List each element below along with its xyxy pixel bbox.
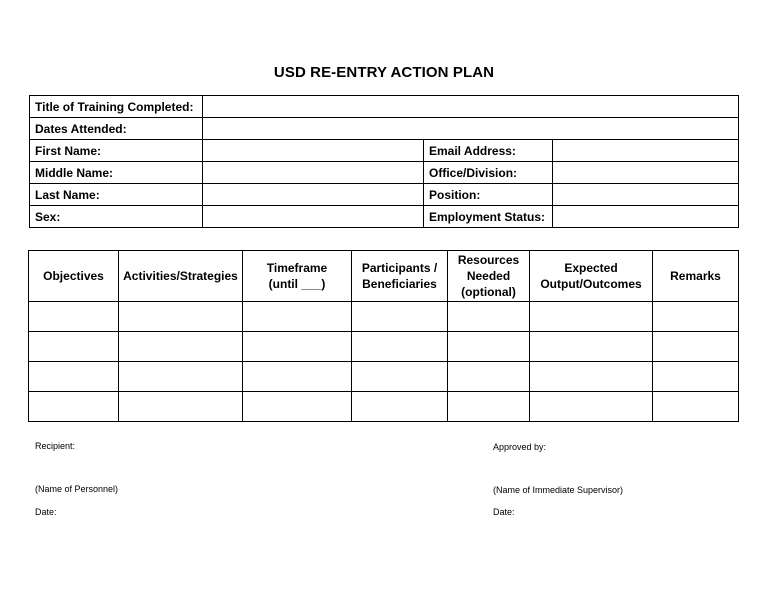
table-cell[interactable] — [352, 362, 448, 392]
approver-date-label: Date: — [493, 507, 515, 517]
dates-attended-field[interactable] — [203, 118, 739, 140]
action-plan-body — [29, 302, 739, 422]
first-name-field[interactable] — [203, 140, 424, 162]
trainee-info-table — [29, 95, 739, 228]
info-row-last-name — [30, 184, 739, 206]
column-header-timeframe — [243, 251, 352, 302]
info-row-sex — [30, 206, 739, 228]
column-header-text: Beneficiaries — [362, 277, 437, 291]
table-row — [29, 362, 739, 392]
table-cell[interactable] — [653, 392, 739, 422]
column-header-objectives — [29, 251, 119, 302]
recipient-label: Recipient: — [35, 441, 76, 451]
table-cell[interactable] — [352, 332, 448, 362]
table-cell[interactable] — [243, 302, 352, 332]
column-header-text: Objectives — [43, 269, 104, 283]
table-cell[interactable] — [243, 392, 352, 422]
table-cell[interactable] — [653, 362, 739, 392]
column-header-text: Activities/Strategies — [123, 269, 238, 283]
table-cell[interactable] — [448, 392, 530, 422]
table-cell[interactable] — [530, 302, 653, 332]
info-row-first-name — [30, 140, 739, 162]
table-cell[interactable] — [530, 332, 653, 362]
column-header-text: Timeframe — [266, 261, 328, 275]
email-label: Email Address: — [424, 140, 553, 162]
column-header-text: Needed — [466, 269, 511, 283]
first-name-label: First Name: — [30, 140, 203, 162]
column-header-activities-strategies — [119, 251, 243, 302]
table-cell[interactable] — [119, 332, 243, 362]
table-cell[interactable] — [119, 302, 243, 332]
info-row-training — [30, 96, 739, 118]
column-header-text: Remarks — [670, 269, 721, 283]
table-cell[interactable] — [119, 362, 243, 392]
column-header-text: Output/Outcomes — [540, 277, 642, 291]
recipient-date-label: Date: — [35, 507, 57, 517]
column-header-text: Expected — [564, 261, 618, 275]
table-cell[interactable] — [653, 332, 739, 362]
column-header-participants-beneficiaries — [352, 251, 448, 302]
column-header-text: (until ___) — [268, 277, 326, 291]
dates-attended-label: Dates Attended: — [30, 118, 203, 140]
table-cell[interactable] — [530, 392, 653, 422]
column-header-text: (optional) — [461, 285, 516, 299]
training-title-label: Title of Training Completed: — [30, 96, 203, 118]
position-label: Position: — [424, 184, 553, 206]
table-cell[interactable] — [29, 332, 119, 362]
column-header-expected-output-outcomes — [530, 251, 653, 302]
table-cell[interactable] — [29, 362, 119, 392]
column-header-resources-needed — [448, 251, 530, 302]
table-cell[interactable] — [119, 392, 243, 422]
table-row — [29, 332, 739, 362]
action-plan-table — [28, 250, 739, 422]
info-row-dates — [30, 118, 739, 140]
employment-status-label: Employment Status: — [424, 206, 553, 228]
office-division-label: Office/Division: — [424, 162, 553, 184]
table-cell[interactable] — [448, 362, 530, 392]
approved-by-label: Approved by: — [493, 442, 547, 452]
middle-name-label: Middle Name: — [30, 162, 203, 184]
column-header-text: Participants / — [361, 261, 438, 275]
table-cell[interactable] — [352, 392, 448, 422]
info-row-middle-name — [30, 162, 739, 184]
position-field[interactable] — [553, 184, 739, 206]
last-name-label: Last Name: — [30, 184, 203, 206]
table-cell[interactable] — [352, 302, 448, 332]
table-cell[interactable] — [653, 302, 739, 332]
table-cell[interactable] — [530, 362, 653, 392]
email-field[interactable] — [553, 140, 739, 162]
last-name-field[interactable] — [203, 184, 424, 206]
table-cell[interactable] — [29, 302, 119, 332]
sex-field[interactable] — [203, 206, 424, 228]
employment-status-field[interactable] — [553, 206, 739, 228]
training-title-field[interactable] — [203, 96, 739, 118]
action-plan-header-row — [29, 251, 739, 302]
table-cell[interactable] — [448, 302, 530, 332]
sex-label: Sex: — [30, 206, 203, 228]
column-header-text: Resources — [457, 253, 520, 267]
table-cell[interactable] — [243, 332, 352, 362]
table-cell[interactable] — [448, 332, 530, 362]
name-of-personnel-label: (Name of Personnel) — [35, 484, 119, 494]
middle-name-field[interactable] — [203, 162, 424, 184]
table-row — [29, 302, 739, 332]
page-title: USD RE-ENTRY ACTION PLAN — [273, 64, 495, 81]
table-row — [29, 392, 739, 422]
table-cell[interactable] — [243, 362, 352, 392]
table-cell[interactable] — [29, 392, 119, 422]
column-header-remarks — [653, 251, 739, 302]
office-division-field[interactable] — [553, 162, 739, 184]
name-of-supervisor-label: (Name of Immediate Supervisor) — [493, 485, 624, 495]
